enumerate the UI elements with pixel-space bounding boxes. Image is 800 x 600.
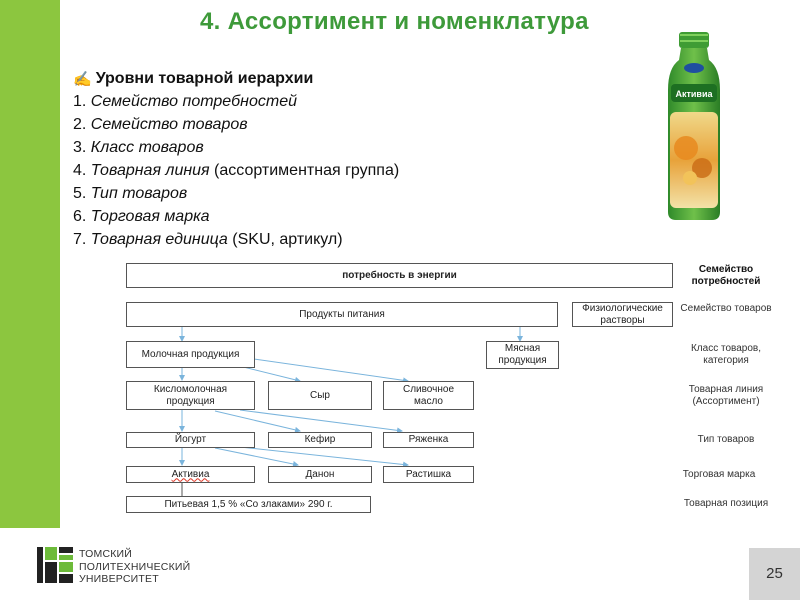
university-logo-icon <box>37 547 75 583</box>
box-sku: Питьевая 1,5 % «Со злаками» 290 г. <box>126 496 371 513</box>
item-name: Торговая марка <box>90 208 210 225</box>
item-note: (ассортиментная группа) <box>209 162 400 179</box>
level-label-need-family: Семейство потребностей <box>691 264 761 287</box>
connector-arrow <box>240 410 402 431</box>
item-name: Семейство товаров <box>90 116 248 133</box>
level-label-product-type: Тип товаров <box>697 434 755 445</box>
box-dairy: Молочная продукция <box>126 341 255 368</box>
level-label-item: Товарная позиция <box>683 498 769 509</box>
university-name-line: ТОМСКИЙ <box>79 548 133 560</box>
item-name: Товарная линия <box>90 162 210 179</box>
box-need: потребность в энергии <box>126 263 673 288</box>
item-number: 1. <box>73 93 87 110</box>
connector-arrow <box>240 357 408 381</box>
level-label-product-class: Класс товаров, категория <box>690 343 761 366</box>
level-label-brand: Торговая марка <box>682 469 756 480</box>
item-name: Семейство потребностей <box>90 93 297 110</box>
item-note: (SKU, артикул) <box>227 231 343 248</box>
item-number: 4. <box>73 162 87 179</box>
connector-arrow <box>240 447 408 465</box>
level-label-product-line: Товарная линия (Ассортимент) <box>688 384 764 407</box>
box-activia <box>126 466 255 483</box>
box-physio: Физиологические растворы <box>572 302 673 327</box>
box-butter: Сливочное масло <box>383 381 474 410</box>
item-number: 3. <box>73 139 87 156</box>
level-label-product-family: Семейство товаров <box>680 303 772 314</box>
box-fermented: Кисломолочная продукция <box>126 381 255 410</box>
box-ryazhenka: Ряженка <box>383 432 474 448</box>
item-number: 6. <box>73 208 87 225</box>
box-meat: Мясная продукция <box>486 341 559 369</box>
hierarchy-heading-text: Уровни товарной иерархии <box>95 69 314 87</box>
item-name: Класс товаров <box>90 139 204 156</box>
box-cheese: Сыр <box>268 381 372 410</box>
university-name-line: ПОЛИТЕХНИЧЕСКИЙ <box>79 560 191 573</box>
slide-title: 4. Ассортимент и номенклатура <box>200 8 589 35</box>
item-number: 5. <box>73 185 87 202</box>
product-brand-label: Активиа <box>675 89 713 99</box>
university-name-line: УНИВЕРСИТЕТ <box>79 573 159 585</box>
item-number: 2. <box>73 116 87 133</box>
page-number-box <box>749 548 800 600</box>
box-yogurt: Йогурт <box>126 432 255 448</box>
item-name: Товарная единица <box>90 231 228 248</box>
box-activia-text: Активиа <box>171 468 210 480</box>
item-name: Тип товаров <box>90 185 188 202</box>
university-name <box>79 548 190 586</box>
connector-arrow <box>215 411 300 431</box>
box-danon: Данон <box>268 466 372 483</box>
box-food: Продукты питания <box>126 302 558 327</box>
box-kefir: Кефир <box>268 432 372 448</box>
box-rastishka: Растишка <box>383 466 474 483</box>
item-number: 7. <box>73 231 87 248</box>
page-number: 25 <box>766 565 783 582</box>
connector-arrow <box>215 448 298 465</box>
writing-hand-icon: ✍ <box>73 70 92 88</box>
